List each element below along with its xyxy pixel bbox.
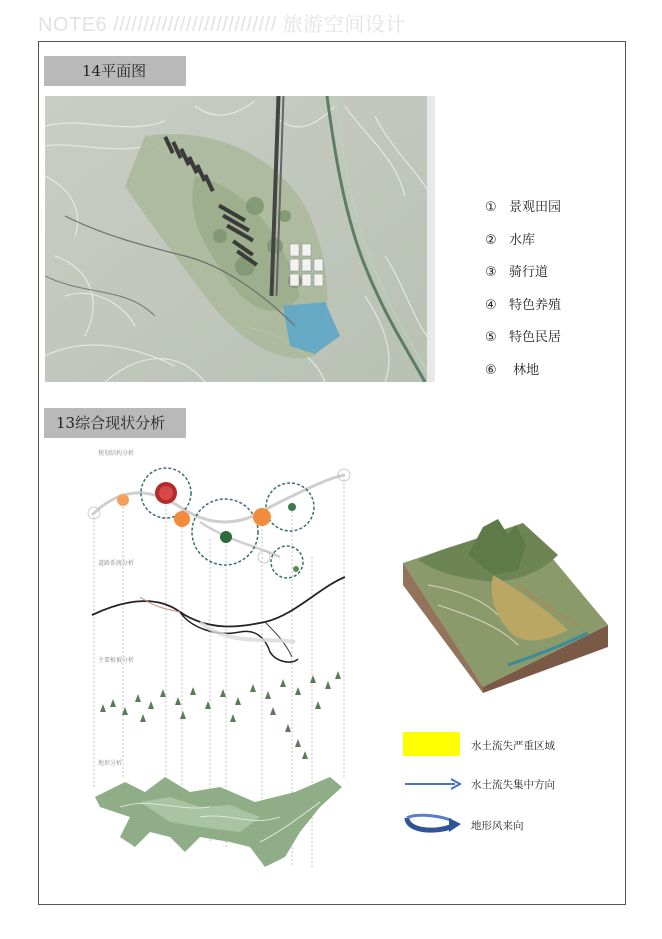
legend-label: 地形风来向 bbox=[471, 820, 524, 832]
plan-section-title: 14平面图 bbox=[44, 56, 186, 86]
svg-text:道路系统分析: 道路系统分析 bbox=[98, 560, 135, 567]
svg-text:地形分析: 地形分析 bbox=[98, 760, 123, 767]
site-plan-map bbox=[45, 96, 435, 382]
legend-label: 水土流失集中方向 bbox=[471, 779, 555, 791]
analysis-legend bbox=[403, 730, 623, 840]
yellow-zone-swatch bbox=[403, 732, 460, 756]
legend-label: 水土流失严重区域 bbox=[471, 740, 555, 752]
svg-text:主要植被分析: 主要植被分析 bbox=[98, 657, 135, 664]
page-header: NOTE6 /////////////////////////// 旅游空间设计 bbox=[38, 14, 406, 36]
plan-legend bbox=[485, 196, 561, 391]
legend-item: ① 景观田园 bbox=[485, 200, 562, 215]
analysis-section-title: 13综合现状分析 bbox=[44, 408, 186, 438]
curved-arrow-icon bbox=[403, 812, 465, 840]
arrow-right-icon bbox=[403, 776, 463, 795]
layered-analysis-diagram bbox=[80, 447, 370, 889]
svg-text:规划结构分析: 规划结构分析 bbox=[98, 450, 135, 457]
legend-item: ⑤ 特色民居 bbox=[485, 330, 562, 345]
legend-item: ② 水库 bbox=[485, 232, 536, 248]
terrain-3d-model bbox=[398, 515, 608, 695]
legend-item: ⑥ 林地 bbox=[485, 362, 540, 378]
legend-item: ④ 特色养殖 bbox=[485, 297, 562, 313]
legend-item: ③ 骑行道 bbox=[485, 265, 549, 280]
